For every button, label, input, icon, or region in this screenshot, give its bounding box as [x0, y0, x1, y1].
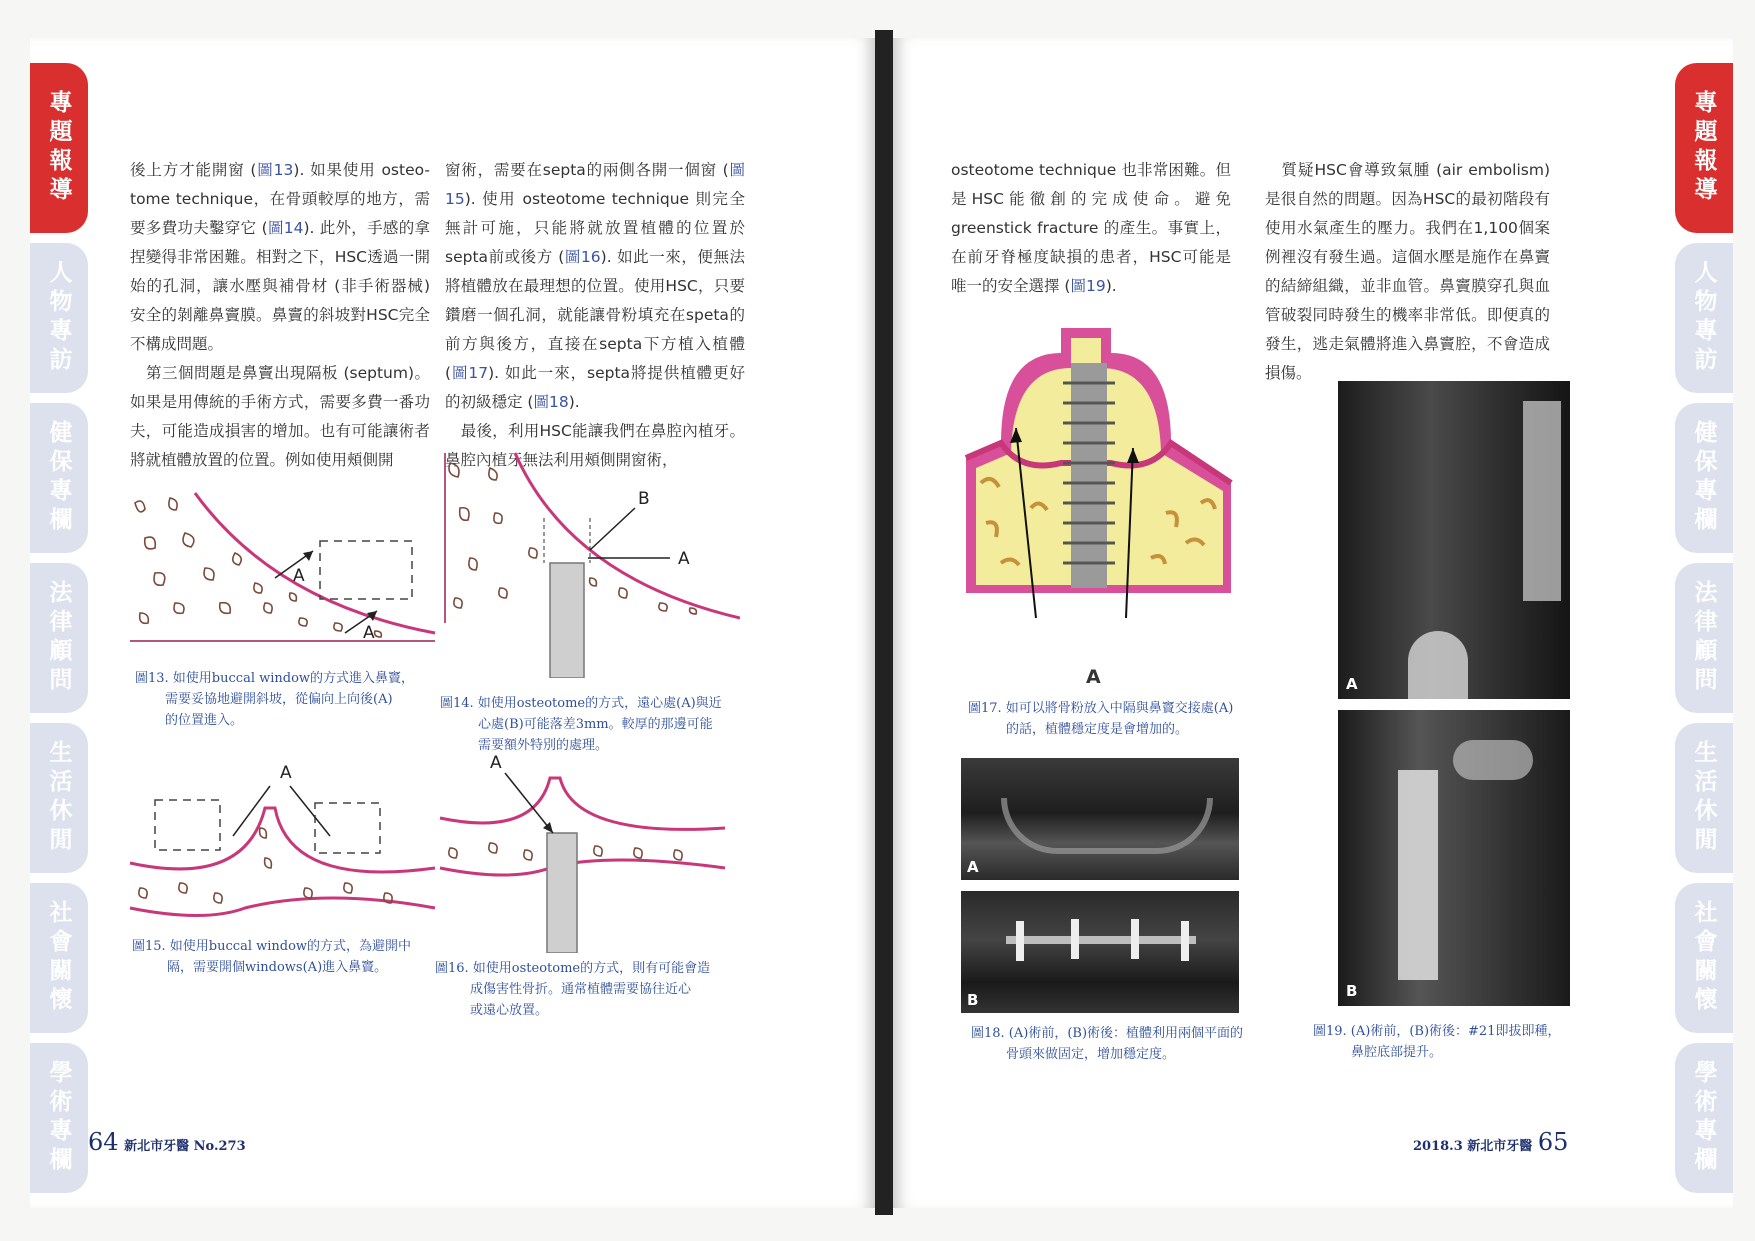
- figure-reference: 圖15: [445, 161, 745, 208]
- figure-13-caption: 圖13. 如使用buccal window的方式進入鼻竇， 需要妥協地避開斜坡，從偏向上向後(A) 的位置進入。: [135, 671, 415, 728]
- figure-18-xray-before: [961, 758, 1239, 880]
- body-text: ). 如此一來，便無法將植體放在最理想的位置。使用HSC，只要鑽磨一個孔洞，就能讓骨粉填充在speta的前方與後方，直接在septa下方植入植體 (: [445, 248, 745, 382]
- right-page: [893, 38, 1733, 1208]
- figure-14-label-b: B: [638, 489, 650, 509]
- tab-label: 法律顧問: [45, 580, 72, 696]
- tab-legal[interactable]: [1675, 563, 1733, 713]
- tab-label: 學術專欄: [45, 1060, 72, 1176]
- figure-17-illustration: [961, 323, 1241, 643]
- tab-label: 法律顧問: [1690, 580, 1717, 696]
- figure-reference: 圖16: [564, 248, 601, 266]
- page-number: 65: [1537, 1128, 1569, 1156]
- body-text: ). 如此一來，septa將提供植體更好的初級穩定 (: [445, 364, 745, 411]
- tab-health-insurance[interactable]: [1675, 403, 1733, 553]
- paragraph: [130, 359, 430, 475]
- figure-16-caption: 圖16. 如使用osteotome的方式，則有可能會造 成傷害性骨折。通常植體需要協往近心 或遠心放置。: [435, 961, 711, 1018]
- figure-19-label-a: A: [1346, 675, 1358, 693]
- body-text: ). 如果使用 osteo-tome technique，在骨頭較厚的地方，需要多費功夫鑿穿它 (: [130, 161, 430, 237]
- figure-15-caption: 圖15. 如使用buccal window的方式，為避開中 隔，需要開個windows(A)進入鼻竇。: [132, 939, 412, 975]
- section-tabs-left: [30, 38, 92, 1208]
- figure-14-label-a: A: [678, 549, 690, 569]
- tab-interview[interactable]: [1675, 243, 1733, 393]
- figure-14-caption: 圖14. 如使用osteotome的方式，遠心處(A)與近 心處(B)可能落差3mm。較厚的那邊可能 需要額外特別的處理。: [440, 696, 722, 753]
- section-tabs-right: [1671, 38, 1733, 1208]
- body-text: ). 使用 osteotome technique 則完全無計可施，只能將就放置植體的位置於septa前或後方 (: [445, 190, 745, 266]
- figure-17-label-a: A: [1086, 666, 1101, 688]
- tab-label: 生活休閒: [45, 740, 72, 856]
- left-footer: [88, 1128, 246, 1156]
- figure-reference: 圖13: [256, 161, 294, 179]
- tab-label: 健保專欄: [45, 420, 72, 536]
- figure-15-label-a: A: [280, 763, 292, 783]
- publication-label: 新北市牙醫 No.273: [124, 1139, 246, 1154]
- figure-17-caption: 圖17. 如可以將骨粉放入中隔與鼻竇交接處(A) 的話，植體穩定度是會增加的。: [968, 701, 1234, 737]
- tab-academic[interactable]: [30, 1043, 88, 1193]
- tab-academic[interactable]: [1675, 1043, 1733, 1193]
- left-column-1: [130, 156, 430, 475]
- tab-interview[interactable]: [30, 243, 88, 393]
- figure-13-label-a2: A: [363, 623, 375, 643]
- figure-16-diagram: [435, 738, 735, 953]
- paragraph: [130, 156, 430, 359]
- figure-18-label-a: A: [967, 858, 979, 876]
- body-text: 第三個問題是鼻竇出現隔板 (septum)。如果是用傳統的手術方式，需要多費一番功夫，可能造成損害的增加。也有可能讓術者將就植體放置的位置。例如使用頰側開: [130, 364, 430, 469]
- figure-13-label-a: A: [293, 566, 305, 586]
- tab-label: 人物專訪: [45, 260, 72, 376]
- tab-label: 學術專欄: [1690, 1060, 1717, 1176]
- figure-reference: 圖18: [533, 393, 569, 411]
- tab-social[interactable]: [30, 883, 88, 1033]
- tab-feature-report[interactable]: [1675, 63, 1733, 233]
- paragraph: [1265, 156, 1550, 388]
- body-text: 後上方才能開窗 (: [130, 161, 257, 179]
- body-text: ).: [568, 393, 580, 411]
- body-text: ).: [1105, 277, 1117, 295]
- tab-label: 社會關懷: [45, 900, 72, 1016]
- tab-health-insurance[interactable]: [30, 403, 88, 553]
- left-page: [30, 38, 875, 1208]
- figure-19-xray-before: [1338, 381, 1570, 699]
- body-text: osteotome technique 也非常困難。但是HSC能徹創的完成使命。避免 greenstick fracture 的產生。事實上，在前牙脊極度缺損的患者，HSC可能是唯一的安全選擇 (: [951, 161, 1231, 295]
- figure-19-label-b: B: [1346, 982, 1358, 1000]
- page-number: 64: [88, 1128, 119, 1156]
- body-text: 最後，利用HSC能讓我們在鼻腔內植牙。鼻腔內植牙無法利用頰側開窗術，: [445, 422, 745, 469]
- tab-label: 專題報導: [45, 90, 72, 206]
- book-gutter: [875, 30, 893, 1215]
- figure-reference: 圖19: [1070, 277, 1106, 295]
- figure-18-xray-after: [961, 891, 1239, 1013]
- tab-legal[interactable]: [30, 563, 88, 713]
- tab-leisure[interactable]: [30, 723, 88, 873]
- right-column-2: [1265, 156, 1550, 388]
- paragraph: [445, 156, 745, 417]
- figure-16-label-a: A: [490, 753, 502, 773]
- tab-label: 專題報導: [1690, 90, 1717, 206]
- figure-reference: 圖14: [267, 219, 304, 237]
- figure-18-caption: 圖18. (A)術前，(B)術後：植體利用兩個平面的 骨頭來做固定，增加穩定度。: [971, 1026, 1244, 1062]
- tab-label: 人物專訪: [1690, 260, 1717, 376]
- left-column-2: [445, 156, 745, 475]
- body-text: ). 此外，手感的拿捏變得非常困難。相對之下，HSC透過一開始的孔洞，讓水壓與補骨材 (非手術器械) 安全的剝離鼻竇膜。鼻竇的斜坡對HSC完全不構成問題。: [130, 219, 430, 353]
- tab-label: 社會關懷: [1690, 900, 1717, 1016]
- figure-19-caption: 圖19. (A)術前，(B)術後：#21即拔即種， 鼻腔底部提升。: [1313, 1024, 1561, 1060]
- right-column-1: [951, 156, 1231, 301]
- body-text: 窗術，需要在septa的兩側各開一個窗 (: [445, 161, 729, 179]
- tab-leisure[interactable]: [1675, 723, 1733, 873]
- figure-18-label-b: B: [967, 991, 979, 1009]
- figure-15-diagram: [125, 758, 445, 933]
- figure-19-xray-after: [1338, 710, 1570, 1006]
- publication-label: 2018.3 新北市牙醫: [1413, 1139, 1533, 1154]
- right-footer: [1413, 1128, 1568, 1156]
- tab-social[interactable]: [1675, 883, 1733, 1033]
- body-text: 質疑HSC會導致氣腫 (air embolism) 是很自然的問題。因為HSC的最初階段有使用水氣產生的壓力。我們在1,100個案例裡沒有發生過。這個水壓是施作在鼻竇的結締組織，並非血管。鼻竇膜穿孔與血管破裂同時發生的機率非常低。即便真的發生，逃走氣體將進入鼻竇腔，不會造成損傷。: [1265, 161, 1550, 382]
- tab-feature-report[interactable]: [30, 63, 88, 233]
- tab-label: 健保專欄: [1690, 420, 1717, 536]
- paragraph: [951, 156, 1231, 301]
- figure-13-diagram: [125, 483, 445, 663]
- tab-label: 生活休閒: [1690, 740, 1717, 856]
- figure-reference: 圖17: [451, 364, 489, 382]
- figure-14-diagram: [440, 448, 740, 678]
